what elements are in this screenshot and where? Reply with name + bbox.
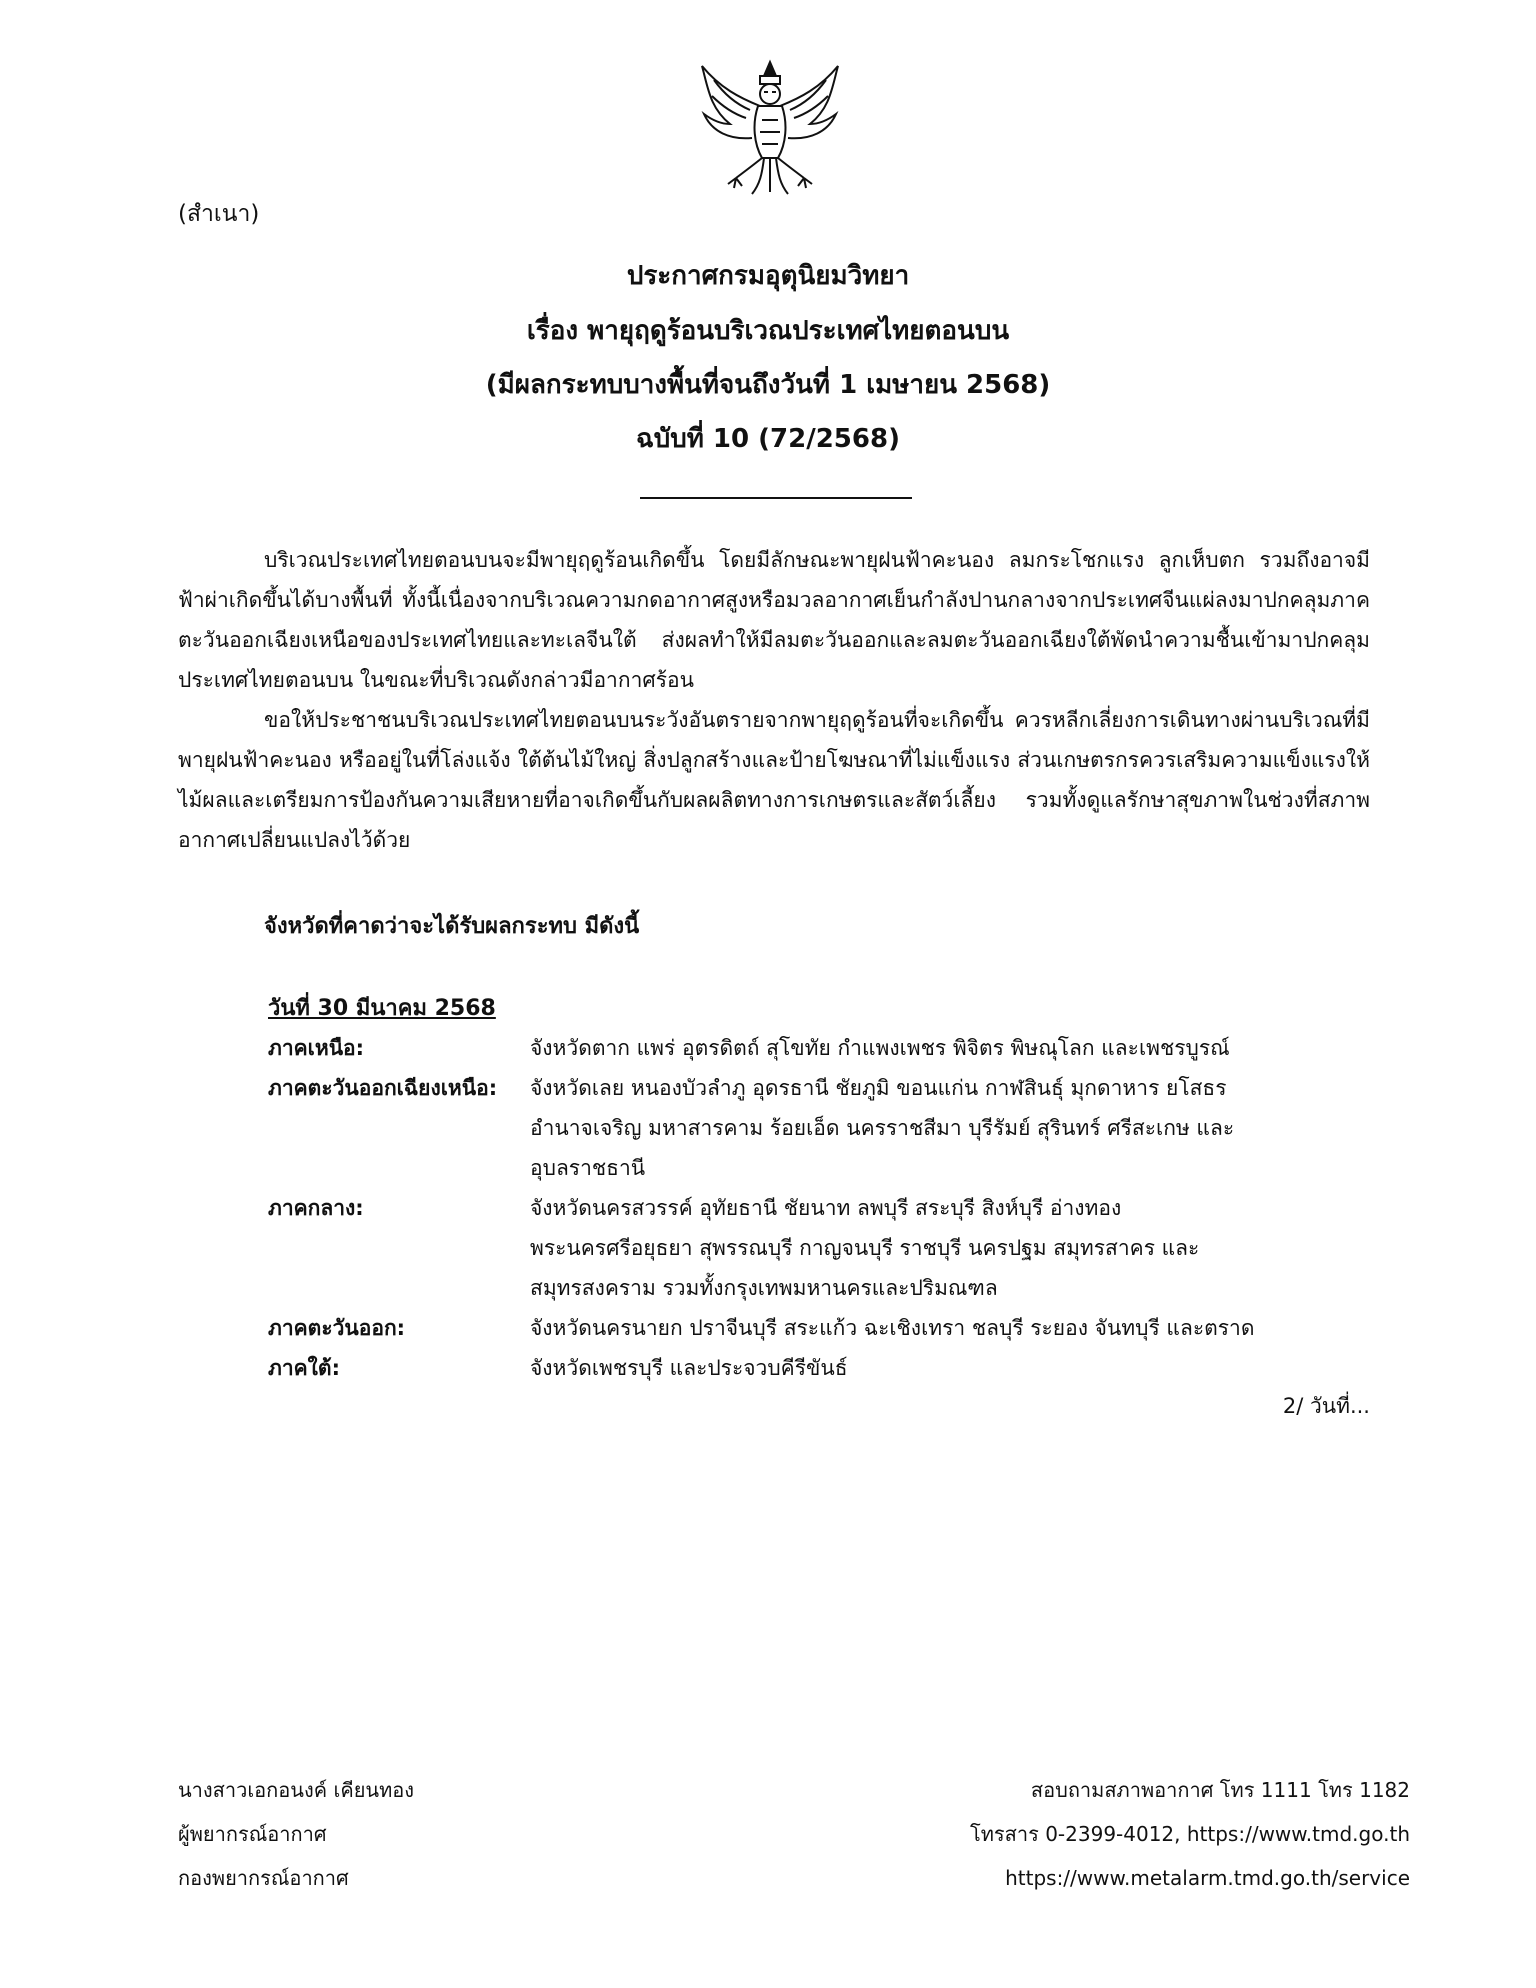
region-provinces: จังหวัดตาก แพร่ อุตรดิตถ์ สุโขทัย กำแพงเพชร พิจิตร พิษณุโลก และเพชรบูรณ์ [530, 1036, 1230, 1060]
region-provinces: จังหวัดนครนายก ปราจีนบุรี สระแก้ว ฉะเชิงเทรา ชลบุรี ระยอง จันทบุรี และตราด [530, 1316, 1255, 1340]
region-row-north [268, 1028, 1368, 1068]
region-name: ภาคใต้: [268, 1356, 340, 1380]
forecaster-division: กองพยากรณ์อากาศ [178, 1866, 349, 1890]
contact-fax-website[interactable]: โทรสาร 0-2399-4012, https://www.tmd.go.th [970, 1822, 1410, 1846]
region-row-east [268, 1308, 1368, 1348]
next-page-marker: 2/ วันที่... [1282, 1394, 1370, 1418]
region-row-central [268, 1188, 1368, 1308]
region-name: ภาคกลาง: [268, 1196, 364, 1220]
affected-section-title: จังหวัดที่คาดว่าจะได้รับผลกระทบ มีดังนี้ [264, 914, 640, 939]
footer-contact [970, 1768, 1410, 1900]
forecaster-name: นางสาวเอกอนงค์ เคียนทอง [178, 1778, 415, 1802]
contact-service-link[interactable]: https://www.metalarm.tmd.go.th/service [1005, 1866, 1410, 1890]
region-list [268, 1028, 1368, 1388]
affected-date-heading: วันที่ 30 มีนาคม 2568 [268, 996, 496, 1021]
announcement-effect-period: (มีผลกระทบบางพื้นที่จนถึงวันที่ 1 เมษายน 2568) [485, 370, 1051, 400]
body-paragraph-1: บริเวณประเทศไทยตอนบนจะมีพายุฤดูร้อนเกิดขึ้น โดยมีลักษณะพายุฝนฟ้าคะนอง ลมกระโชกแรง ลูกเห็บตก รวมถึงอาจมีฟ้าผ่าเกิดขึ้นได้บางพื้นที่ ทั้งนี้เนื่องจากบริเวณความกดอากาศสูงหรือมวลอากาศเย็นกำลังปานกลางจากประเทศจีนแผ่ลงมาปกคลุมภาคตะวันออกเฉียงเหนือของประเทศไทยและทะเลจีนใต้ ส่งผลทำให้มีลมตะวันออกและลมตะวันออกเฉียงใต้พัดนำความชื้นเข้ามาปกคลุมประเทศไทยตอนบน ในขณะที่บริเวณดังกล่าวมีอากาศร้อน [178, 548, 1370, 692]
announcement-issue-number: ฉบับที่ 10 (72/2568) [636, 424, 900, 454]
region-provinces: จังหวัดเพชรบุรี และประจวบคีรีขันธ์ [530, 1356, 848, 1380]
body-paragraph-2: ขอให้ประชาชนบริเวณประเทศไทยตอนบนระวังอันตรายจากพายุฤดูร้อนที่จะเกิดขึ้น ควรหลีกเลี่ยงการเดินทางผ่านบริเวณที่มีพายุฝนฟ้าคะนอง หรืออยู่ในที่โล่งแจ้ง ใต้ต้นไม้ใหญ่ สิ่งปลูกสร้างและป้ายโฆษณาที่ไม่แข็งแรง ส่วนเกษตรกรควรเสริมความแข็งแรงให้ไม้ผลและเตรียมการป้องกันความเสียหายที่อาจเกิดขึ้นกับผลผลิตทางการเกษตรและสัตว์เลี้ยง รวมทั้งดูแลรักษาสุขภาพในช่วงที่สภาพอากาศเปลี่ยนแปลงไว้ด้วย [178, 708, 1370, 852]
region-name: ภาคตะวันออกเฉียงเหนือ: [268, 1076, 498, 1100]
region-row-northeast [268, 1068, 1368, 1188]
announcement-title: ประกาศกรมอุตุนิยมวิทยา [626, 261, 910, 291]
region-provinces: จังหวัดนครสวรรค์ อุทัยธานี ชัยนาท ลพบุรี สระบุรี สิงห์บุรี อ่างทอง พระนครศรีอยุธยา สุพรรณบุรี กาญจนบุรี ราชบุรี นครปฐม สมุทรสาคร และสมุทรสงคราม รวมทั้งกรุงเทพมหานครและปริมณฑล [530, 1196, 1200, 1300]
region-name: ภาคเหนือ: [268, 1036, 365, 1060]
announcement-subject: เรื่อง พายุฤดูร้อนบริเวณประเทศไทยตอนบน [526, 316, 1010, 346]
title-divider [640, 497, 912, 499]
footer-signatory [178, 1768, 414, 1900]
contact-phone: สอบถามสภาพอากาศ โทร 1111 โทร 1182 [1030, 1778, 1410, 1802]
region-row-south [268, 1348, 1368, 1388]
garuda-emblem-icon [690, 58, 850, 198]
forecaster-title: ผู้พยากรณ์อากาศ [178, 1822, 327, 1846]
copy-label: (สำเนา) [178, 201, 260, 227]
region-provinces: จังหวัดเลย หนองบัวลำภู อุดรธานี ชัยภูมิ ขอนแก่น กาฬสินธุ์ มุกดาหาร ยโสธร อำนาจเจริญ มหาสารคาม ร้อยเอ็ด นครราชสีมา บุรีรัมย์ สุรินทร์ ศรีสะเกษ และอุบลราชธานี [530, 1076, 1235, 1180]
region-name: ภาคตะวันออก: [268, 1316, 406, 1340]
